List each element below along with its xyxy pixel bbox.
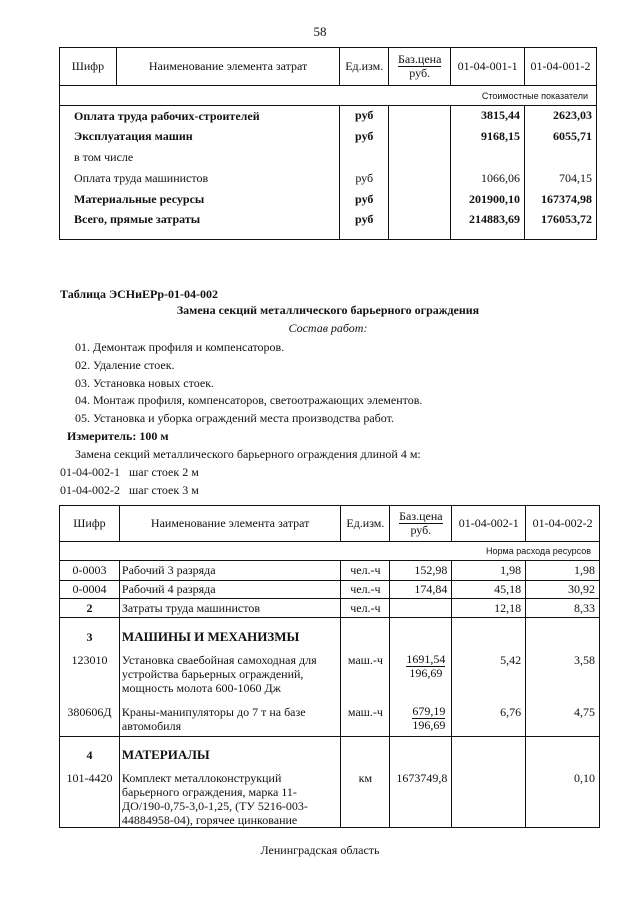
row-name: Материальные ресурсы [60,189,340,210]
col-name: Наименование элемента затрат [116,48,339,86]
meter: Измеритель: 100 м [67,429,169,443]
row-v1: 5,42 [452,647,526,701]
row-unit: руб [340,210,389,240]
work-item: 05. Установка и уборка ограждений места производства работ. [75,411,394,425]
row-name: Краны-манипуляторы до 7 т на базе автомобиля [119,701,341,737]
row-v2: 4,75 [526,701,600,737]
row-v1: 1066,06 [451,168,525,189]
row-name: Эксплуатация машин [60,126,340,148]
col-variant-2: 01-04-002-2 [526,506,600,542]
row-price: 174,84 [390,581,452,599]
works-heading: Состав работ: [288,321,368,335]
row-unit: маш.-ч [341,701,390,737]
row-unit: чел.-ч [341,581,390,599]
cost-table [59,47,597,240]
resource-table [59,505,600,828]
row-unit: руб [340,189,389,210]
row-v1: 1,98 [452,561,526,581]
row-name: в том числе [60,148,340,168]
row-v2: 8,33 [526,599,600,618]
row-price: 1673749,8 [390,765,452,828]
section-title: Замена секций металлического барьерного ограждения [176,303,480,317]
row-v2: 704,15 [525,168,597,189]
row-v1: 3815,44 [451,106,525,126]
row-name: Оплата труда машинистов [60,168,340,189]
row-name: Затраты труда машинистов [119,599,341,618]
row-unit: чел.-ч [341,561,390,581]
row-v1: 201900,10 [451,189,525,210]
row-name: Рабочий 4 разряда [119,581,341,599]
footer: Ленинградская область [260,843,380,857]
subheader: Норма расхода ресурсов [60,542,600,561]
col-variant-1: 01-04-002-1 [452,506,526,542]
row-unit: маш.-ч [341,647,390,701]
row-v1: 12,18 [452,599,526,618]
work-item: 01. Демонтаж профиля и компенсаторов. [75,340,285,354]
col-name: Наименование элемента затрат [119,506,341,542]
section-name: МАТЕРИАЛЫ [119,737,341,765]
col-unit: Ед.изм. [340,48,389,86]
row-unit: чел.-ч [341,599,390,618]
col-price: Баз.цена руб. [389,48,451,86]
row-unit: км [341,765,390,828]
row-v1: 214883,69 [451,210,525,240]
row-code: 380606Д [60,701,120,737]
row-price: $\frac{1691,54}{196,69}$ [390,647,452,701]
row-unit: руб [340,106,389,126]
col-code: Шифр [60,506,120,542]
row-v1 [452,765,526,828]
row-code: 0-0003 [60,561,120,581]
section-code: 3 [60,618,120,647]
row-name: Комплект металлоконструкций барьерного ограждения, марка 11-ДО/190-0,75-3,0-1,25, (ТУ 5216-003-44884958-04), горячее цинкование [119,765,341,828]
row-code: 0-0004 [60,581,120,599]
row-name: Всего, прямые затраты [60,210,340,240]
row-v1: 45,18 [452,581,526,599]
row-unit: руб [340,168,389,189]
work-item: 03. Установка новых стоек. [75,376,215,390]
row-name: Установка сваебойная самоходная для устройства барьерных ограждений, мощность молота 600-1060 Дж [119,647,341,701]
row-price [390,599,452,618]
row-v2: 2623,03 [525,106,597,126]
row-v2: 167374,98 [525,189,597,210]
row-v2: 0,10 [526,765,600,828]
row-code: 2 [60,599,120,618]
section-name: МАШИНЫ И МЕХАНИЗМЫ [119,618,341,647]
row-name: Рабочий 3 разряда [119,561,341,581]
col-unit: Ед.изм. [341,506,390,542]
description: Замена секций металлического барьерного ограждения длиной 4 м: [75,447,421,461]
work-item: 02. Удаление стоек. [75,358,175,372]
variant-line: 01-04-002-1 шаг стоек 2 м [60,465,199,479]
row-v1: 6,76 [452,701,526,737]
row-code: 101-4420 [60,765,120,828]
row-v2: 176053,72 [525,210,597,240]
row-name: Оплата труда рабочих-строителей [60,106,340,126]
row-code: 123010 [60,647,120,701]
row-price: $\frac{679,19}{196,69}$ [390,701,452,737]
page-number: 58 [313,24,327,39]
row-v2: 3,58 [526,647,600,701]
col-variant-1: 01-04-001-1 [451,48,525,86]
work-item: 04. Монтаж профиля, компенсаторов, светоотражающих элементов. [75,393,423,407]
row-v2: 30,92 [526,581,600,599]
row-price: 152,98 [390,561,452,581]
row-v1: 9168,15 [451,126,525,148]
row-v2: 6055,71 [525,126,597,148]
col-price: Баз.цена руб. [390,506,452,542]
col-code: Шифр [60,48,117,86]
row-unit: руб [340,126,389,148]
col-variant-2: 01-04-001-2 [525,48,597,86]
row-v2: 1,98 [526,561,600,581]
section-code: 4 [60,737,120,765]
subheader: Стоимостные показатели [60,86,597,106]
variant-line: 01-04-002-2 шаг стоек 3 м [60,483,199,497]
table-code: Таблица ЭСНиЕРр-01-04-002 [60,287,219,301]
